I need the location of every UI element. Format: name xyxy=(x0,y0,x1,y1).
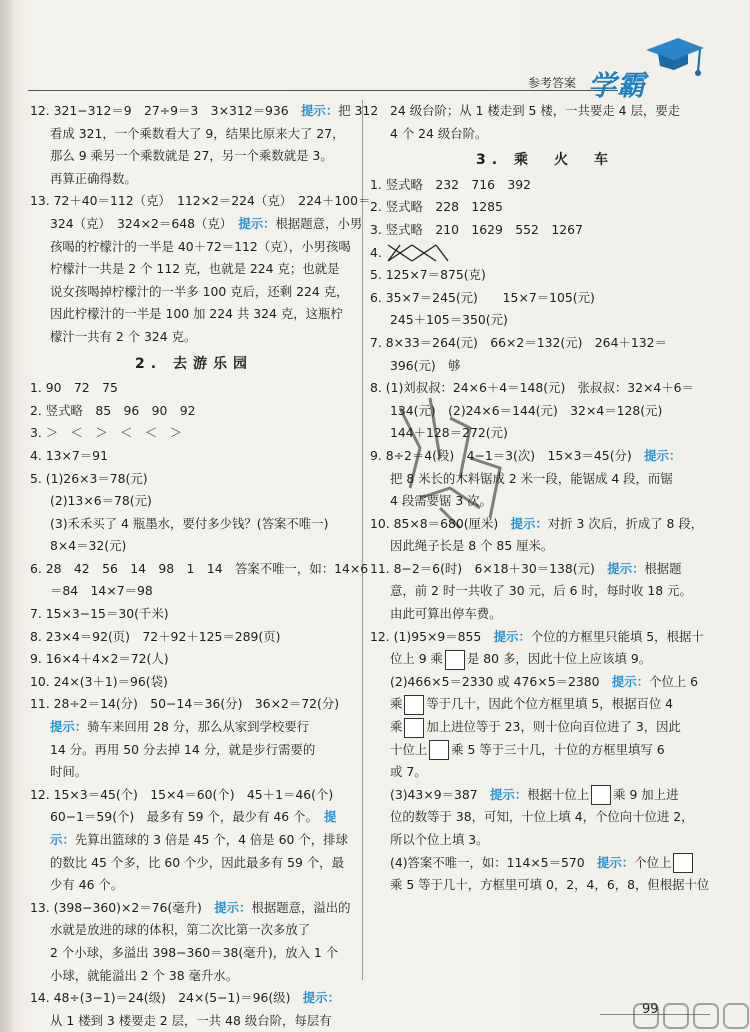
answer-line xyxy=(30,168,358,191)
answer-text: 意，前 2 时一共收了 30 元，后 6 时，每时收 18 元。 xyxy=(390,583,692,599)
answer-text: 先算出篮球的 3 倍是 45 个，4 倍是 60 个，排球 xyxy=(74,832,348,847)
answer-line xyxy=(370,784,720,807)
answer-text: 根据题意，溢出的 xyxy=(251,899,351,915)
hint-label: 提示： xyxy=(510,515,548,531)
answer-text: 14 分。再用 50 分去掉 14 分，就是步行需要的 xyxy=(50,741,316,757)
answer-box xyxy=(445,650,465,670)
page-number: 99 xyxy=(642,1002,659,1017)
answer-text: (4)答案不唯一，如：114×5＝570 xyxy=(390,854,598,870)
answer-line xyxy=(370,852,720,875)
answer-text: 134(元) (2)24×6＝144(元) 32×4＝128(元) xyxy=(390,402,663,418)
answer-text: 245＋105＝350(元) xyxy=(390,312,508,328)
hint-label: 提示： xyxy=(644,447,682,463)
answer-line xyxy=(30,648,358,671)
hint-label: 提示： xyxy=(214,899,252,915)
answer-text: 11. 8−2＝6(时) 6×18＋30＝138(元) xyxy=(370,560,608,576)
answer-text: 4. 13×7＝91 xyxy=(30,447,108,463)
answer-text: 5. (1)26×3＝78(元) xyxy=(30,470,148,486)
answer-line xyxy=(30,213,363,236)
hint-label: 提示： xyxy=(490,786,528,802)
answer-line xyxy=(370,287,720,310)
answer-text: 对折 3 次后，折成了 8 段， xyxy=(547,515,704,531)
answer-line xyxy=(370,332,720,355)
answer-line xyxy=(30,693,358,716)
book-spine xyxy=(0,0,14,1032)
answer-text: 乘 xyxy=(390,696,403,712)
answer-line xyxy=(30,1010,358,1032)
answer-text: 13. (398−360)×2＝76(毫升) xyxy=(30,899,215,915)
left-column xyxy=(30,100,379,1032)
answer-line xyxy=(370,829,720,852)
answer-text: 时间。 xyxy=(50,764,88,780)
answer-line xyxy=(370,626,720,649)
answer-text: 加上进位等于 23，则十位向百位进了 3，因此 xyxy=(426,719,681,735)
answer-text: 4. xyxy=(370,244,382,260)
answer-text: 8. (1)刘叔叔：24×6＋4＝148(元) 张叔叔：32×4＋6＝ xyxy=(370,380,694,396)
answer-text: 从 1 楼到 3 楼要走 2 层，一共 48 级台阶，每层有 xyxy=(50,1012,332,1028)
answer-text: 因此绳子长是 8 个 85 厘米。 xyxy=(390,538,554,554)
answer-line xyxy=(30,445,358,468)
answer-line xyxy=(30,671,358,694)
answer-text: 由此可算出停车费。 xyxy=(390,606,502,622)
hint-label: 提示： xyxy=(493,628,531,644)
answer-line xyxy=(30,829,358,852)
answer-text: 的数比 45 个多，比 60 个少，因此最多有 59 个，最 xyxy=(50,854,344,870)
answer-text: 5. 125×7＝875(克) xyxy=(370,267,486,283)
answer-text: 396(元) 够 xyxy=(390,357,461,373)
answer-line xyxy=(370,242,720,265)
answer-line xyxy=(30,580,358,603)
answer-line xyxy=(30,258,358,281)
answer-line xyxy=(370,535,720,558)
answer-line xyxy=(370,123,720,146)
answer-text: 是 80 多，因此十位上应该填 9。 xyxy=(466,651,652,667)
answer-text: 根据题意，小男 xyxy=(275,215,363,231)
answer-line xyxy=(30,558,369,581)
answer-text: 再算正确得数。 xyxy=(50,170,137,186)
answer-line xyxy=(30,716,358,739)
answer-line xyxy=(30,468,358,491)
answer-line xyxy=(30,919,358,942)
answer-line xyxy=(30,303,358,326)
answer-line xyxy=(30,806,358,829)
answer-text: 说女孩喝掉柠檬汁的一半多 100 克后，还剩 224 克， xyxy=(50,283,349,299)
answer-text: (3)禾禾买了 4 瓶墨水，要付多少钱？(答案不唯一) xyxy=(50,515,329,531)
answer-text: 骑车来回用 28 分，那么从家到学校要行 xyxy=(87,719,310,735)
answer-box xyxy=(591,785,611,805)
hint-label: 提示： xyxy=(597,854,635,870)
answer-line xyxy=(30,123,358,146)
answer-line xyxy=(30,987,358,1010)
answer-text: 7. 8×33＝264(元) 66×2＝132(元) 264＋132＝ xyxy=(370,334,667,350)
page-header xyxy=(28,60,728,100)
answer-line xyxy=(370,580,720,603)
answer-text: 个位上 xyxy=(634,854,672,870)
answer-line xyxy=(30,145,358,168)
answer-text: 12. 321−312＝9 27÷9＝3 3×312＝936 xyxy=(30,103,302,118)
answer-line xyxy=(30,603,358,626)
answer-text: 4 个 24 级台阶。 xyxy=(390,125,488,141)
answer-text: 3. ＞ ＜ ＞ ＜ ＜ ＞ xyxy=(30,425,183,441)
answer-line xyxy=(370,648,720,671)
answer-text: 1. 竖式略 232 716 392 xyxy=(370,176,532,192)
answer-line xyxy=(30,190,371,213)
ink-stamp-icon xyxy=(380,388,520,538)
answer-line xyxy=(30,490,358,513)
answer-line xyxy=(370,309,720,332)
answer-text: 乘 9 加上进 xyxy=(613,786,679,802)
hint-label: 提示： xyxy=(302,990,340,1006)
answer-text: 柠檬汁一共是 2 个 112 克，也就是 224 克；也就是 xyxy=(50,261,340,277)
answer-text: (2)466×5＝2330 或 476×5＝2380 xyxy=(390,673,612,689)
answer-line xyxy=(370,558,720,581)
answer-text: 2 个小球，多溢出 398−360＝38(毫升)，放入 1 个 xyxy=(50,944,339,960)
answer-line xyxy=(370,693,720,716)
answer-line xyxy=(370,716,720,739)
answer-text: 所以个位上填 3。 xyxy=(390,832,489,847)
answer-text: 或 7。 xyxy=(390,764,427,780)
answer-text: 2. 竖式略 85 96 90 92 xyxy=(30,402,196,418)
answer-text: 144＋128＝272(元) xyxy=(390,425,508,441)
answer-text: 12. 15×3＝45(个) 15×4＝60(个) 45＋1＝46(个) xyxy=(30,786,334,802)
section-title: 3. 乘 火 车 xyxy=(476,152,614,169)
answer-line xyxy=(370,671,720,694)
answer-text: 个位上 6 xyxy=(649,673,699,689)
answer-text: 水就是放进的球的体积，第二次比第一次多放了 xyxy=(50,922,311,938)
answer-text: 乘 5 等于三十几，十位的方框里填写 6 xyxy=(451,741,665,757)
hint-label: 提示： xyxy=(607,560,645,576)
answer-text: 60−1＝59(个) 最多有 59 个，最少有 46 个。 xyxy=(50,809,325,825)
section-title: 2. 去游乐园 xyxy=(135,355,253,372)
answer-text: 12. (1)95×9＝855 xyxy=(370,628,494,644)
answer-text: 10. 85×8＝680(厘米) xyxy=(370,515,511,531)
answer-text: 乘 5 等于几十，方框里可填 0，2，4，6，8，但根据十位 xyxy=(390,877,710,893)
answer-text: 把 8 米长的木料锯成 2 米一段，能锯成 4 段，而锯 xyxy=(390,470,673,486)
answer-text: 7. 15×3−15＝30(千米) xyxy=(30,606,169,622)
answer-line xyxy=(30,739,358,762)
answer-text: 那么 9 乘另一个乘数就是 27，另一个乘数就是 3。 xyxy=(50,148,333,164)
answer-line xyxy=(370,739,720,762)
graduation-cap-icon xyxy=(638,32,708,78)
answer-text: 个位的方框里只能填 5，根据十 xyxy=(530,628,704,644)
answer-text: 位上 9 乘 xyxy=(390,651,443,667)
hint-label: 提 xyxy=(324,809,337,825)
answer-line xyxy=(30,626,358,649)
answer-line xyxy=(370,196,720,219)
answer-line xyxy=(30,326,358,349)
answer-line xyxy=(30,100,379,123)
answer-text: 24 级台阶；从 1 楼走到 5 楼，一共要走 4 层，要走 xyxy=(390,103,681,118)
answer-text: 3. 竖式略 210 1629 552 1267 xyxy=(370,221,583,237)
answer-line xyxy=(370,264,720,287)
answer-text: 13. 72＋40＝112（克） 112×2＝224（克） 224＋100＝ xyxy=(30,193,371,209)
answer-box xyxy=(404,718,424,738)
brand-logo: 学霸 xyxy=(588,69,647,102)
answer-line xyxy=(30,761,358,784)
answer-text: 2. 竖式略 228 1285 xyxy=(370,199,503,215)
matching-line xyxy=(436,245,448,261)
hint-label: 提示： xyxy=(50,719,88,735)
answer-text: 9. 8÷2＝4(段) 4−1＝3(次) 15×3＝45(分) xyxy=(370,447,645,463)
answer-line xyxy=(30,897,358,920)
answer-text: 乘 xyxy=(390,719,403,735)
answer-text: 6. 35×7＝245(元) 15×7＝105(元) xyxy=(370,289,595,305)
answer-text: 6. 28 42 56 14 98 1 14 答案不唯一，如：14×6 xyxy=(30,560,369,576)
answer-line xyxy=(30,422,358,445)
answer-text: 等于几十，因此个位方框里填 5，根据百位 4 xyxy=(426,696,674,712)
answer-line xyxy=(30,784,358,807)
answer-text: 9. 16×4＋4×2＝72(人) xyxy=(30,651,169,667)
answer-line xyxy=(370,874,720,897)
answer-line xyxy=(370,603,720,626)
answer-text: 少有 46 个。 xyxy=(50,877,124,893)
answer-text: 根据十位上 xyxy=(527,786,590,802)
answer-text: 1. 90 72 75 xyxy=(30,380,118,396)
answer-line xyxy=(30,965,358,988)
answer-text: 位的数等于 38，可知，十位上填 4，个位向十位进 2， xyxy=(390,809,694,825)
answer-line xyxy=(370,100,720,123)
answer-text: 孩喝的柠檬汁的一半是 40＋72＝112（克），小男孩喝 xyxy=(50,238,351,254)
answer-line xyxy=(370,219,720,242)
answer-text: 十位上 xyxy=(390,741,428,757)
answer-text: 小球，就能溢出 2 个 38 毫升水。 xyxy=(50,967,239,983)
answer-text: (2)13×6＝78(元) xyxy=(50,493,152,509)
answer-line xyxy=(30,942,358,965)
hint-label: 提示： xyxy=(238,215,276,231)
answer-text: 8. 23×4＝92(页) 72＋92＋125＝289(页) xyxy=(30,628,281,644)
hint-label: 提示： xyxy=(611,673,650,689)
answer-box xyxy=(404,695,424,715)
answer-line xyxy=(30,236,358,259)
answer-box xyxy=(429,740,449,760)
answer-line xyxy=(30,400,358,423)
answer-text: 看成 321，一个乘数看大了 9，结果比原来大了 27， xyxy=(50,125,345,141)
answer-line xyxy=(370,355,720,378)
answer-line xyxy=(370,761,720,784)
answer-line xyxy=(30,535,358,558)
hint-label: 提示： xyxy=(301,103,339,118)
answer-text: ＝84 14×7＝98 xyxy=(50,583,153,599)
watermark-logo-icon xyxy=(630,1000,750,1032)
answer-text: 檬汁一共有 2 个 324 克。 xyxy=(50,328,197,344)
answer-line xyxy=(30,513,358,536)
answer-text: 把 312 xyxy=(338,103,379,118)
hint-label: 示： xyxy=(50,832,75,847)
answer-text: 14. 48÷(3−1)＝24(级) 24×(5−1)＝96(级) xyxy=(30,990,303,1006)
answer-text: (3)43×9＝387 xyxy=(390,786,491,802)
answer-line xyxy=(370,174,720,197)
matching-lines-figure xyxy=(382,242,452,264)
answer-line xyxy=(30,281,358,304)
answer-line xyxy=(370,806,720,829)
header-ref-label: 参考答案 xyxy=(528,76,577,90)
answer-line xyxy=(30,852,358,875)
answer-line xyxy=(30,874,358,897)
answer-text: 11. 28÷2＝14(分) 50−14＝36(分) 36×2＝72(分) xyxy=(30,696,340,712)
answer-text: 10. 24×(3＋1)＝96(袋) xyxy=(30,673,168,689)
answer-text: 324（克） 324×2＝648（克） xyxy=(50,215,239,231)
answer-box xyxy=(673,853,693,873)
answer-text: 根据题 xyxy=(644,560,682,576)
answer-text: 因此柠檬汁的一半是 100 加 224 共 324 克，这瓶柠 xyxy=(50,306,343,322)
answer-text: 8×4＝32(元) xyxy=(50,538,127,554)
matching-line xyxy=(388,245,400,261)
answer-line xyxy=(30,377,358,400)
answer-text: 4 段需要锯 3 次。 xyxy=(390,493,492,509)
